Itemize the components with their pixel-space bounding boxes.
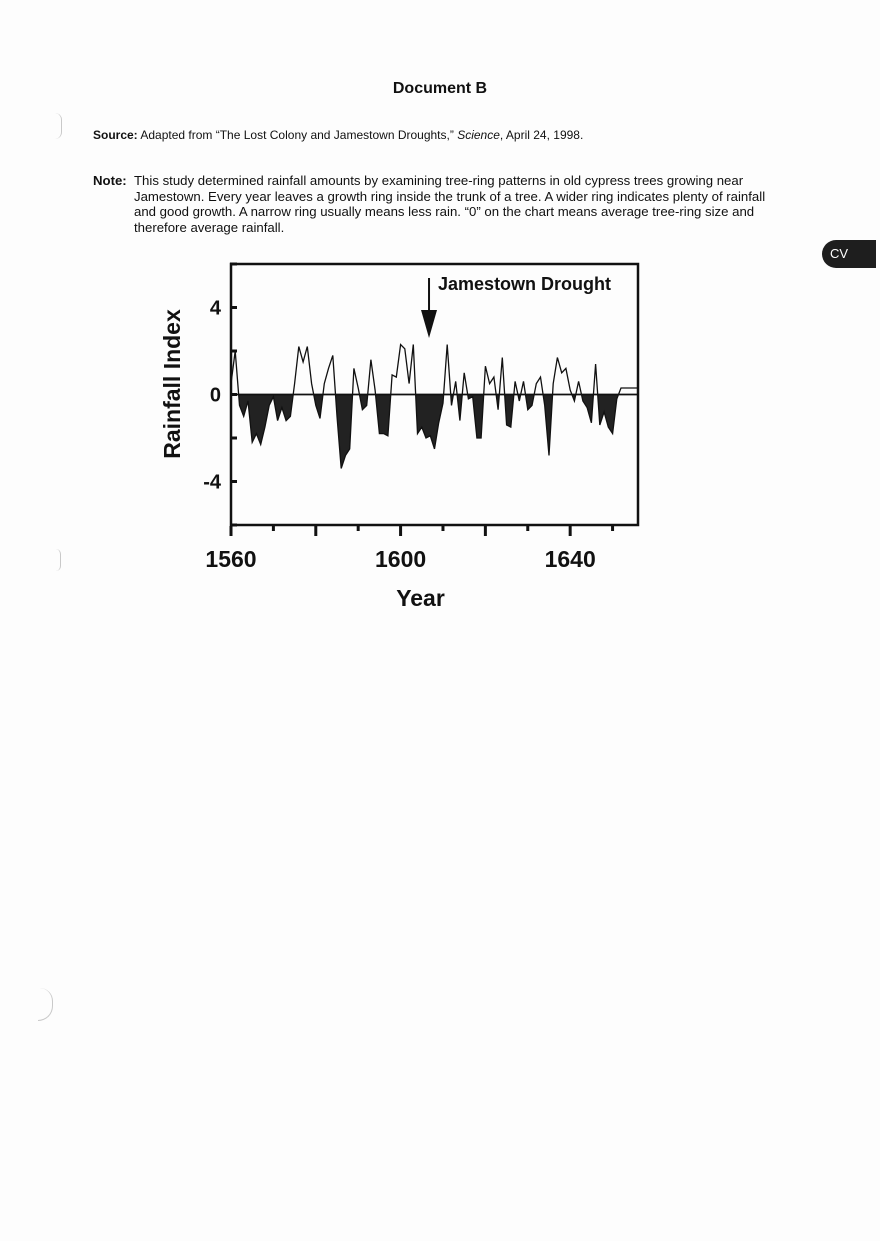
annotation-arrow-head [421,310,437,338]
x-tick-label: 1640 [544,546,596,572]
source-date: , April 24, 1998. [499,128,584,142]
y-tick-label: -4 [203,471,221,494]
y-axis-label: Rainfall Index [159,309,185,459]
cv-tab: CV [822,240,876,268]
source-text: Adapted from “The Lost Colony and Jamestown Droughts,” [140,128,454,142]
annotation-label: Jamestown Drought [438,274,612,294]
x-axis-label: Year [396,585,445,611]
x-tick-label: 1560 [205,546,257,572]
note-text: This study determined rainfall amounts by examining tree-ring patterns in old cypress trees growing near Jamestown. Every year leaves a growth ring inside the trunk of a tree. A wider ring indicates plenty of rainfall and good growth. A narrow ring usually means less rain. “0” on the chart means average tree-ring size and therefore average rainfall. [134,173,766,235]
note-label: Note: [93,173,127,188]
source-label: Source: [93,128,138,142]
document-title: Document B [392,80,488,97]
x-tick-label: 1600 [374,546,427,572]
source-journal: Science [457,128,500,142]
y-tick-label: 0 [209,384,221,407]
y-tick-label: 4 [209,297,221,320]
